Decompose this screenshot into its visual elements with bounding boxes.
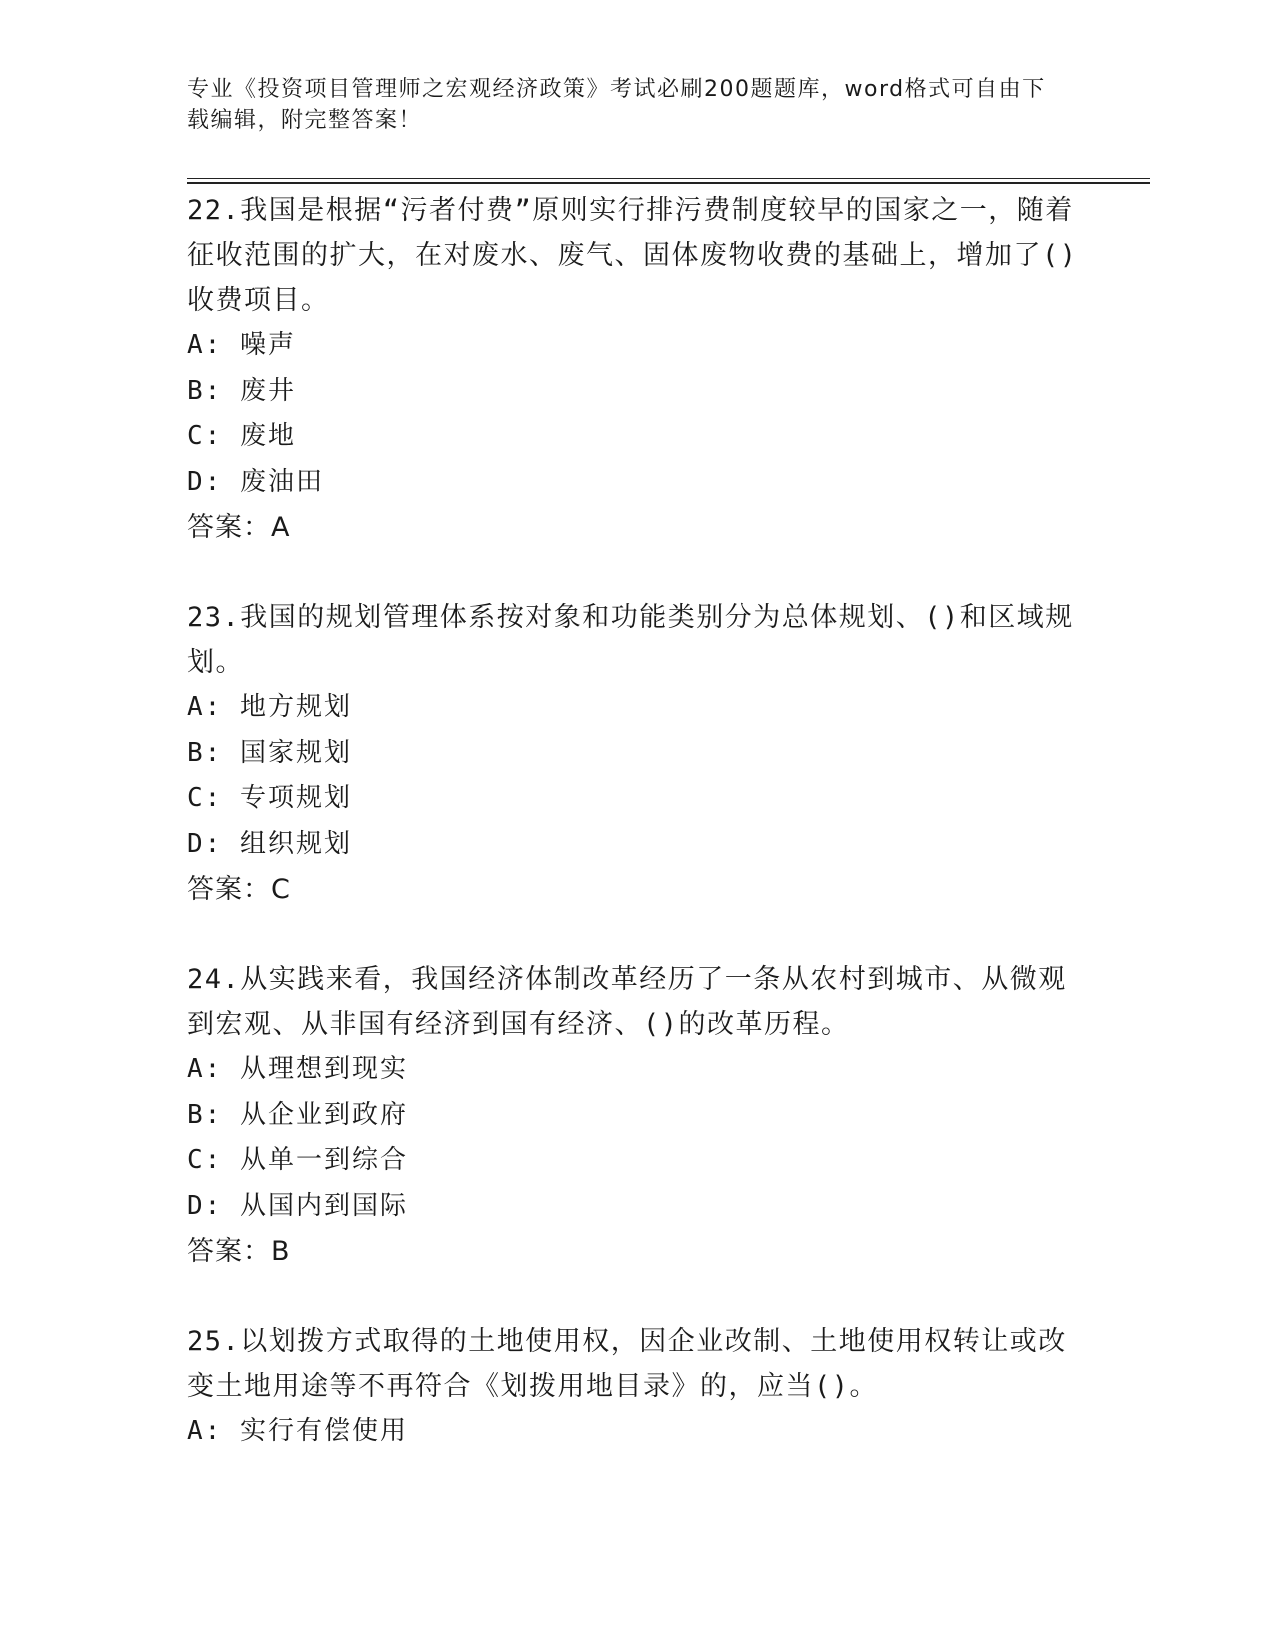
question-list (187, 188, 1087, 1499)
option-d: D: 从国内到国际 (187, 1190, 408, 1221)
option-c: C: 从单一到综合 (187, 1145, 408, 1175)
question-text: 25.以划拨方式取得的土地使用权，因企业改制、土地使用权转让或改变土地用途等不再符合《划拨用地目录》的，应当()。 (187, 1326, 1067, 1402)
question-text: 24.从实践来看，我国经济体制改革经历了一条从农村到城市、从微观到宏观、从非国有经济到国有经济、()的改革历程。 (187, 964, 1067, 1040)
question-22 (187, 188, 1087, 551)
option-a: A: 噪声 (187, 330, 296, 360)
question-23 (187, 595, 1087, 913)
answer-label: 答案：C (187, 874, 291, 905)
question-24 (187, 957, 1087, 1275)
option-c: C: 专项规划 (187, 783, 352, 813)
question-25 (187, 1319, 1087, 1455)
option-b: B: 废井 (187, 375, 296, 406)
answer-label: 答案：B (187, 1236, 291, 1267)
option-a: A: 地方规划 (187, 692, 352, 722)
option-c: C: 废地 (187, 421, 296, 451)
option-a: A: 实行有偿使用 (187, 1416, 408, 1446)
header-divider-thin (187, 178, 1150, 179)
option-d: D: 组织规划 (187, 828, 352, 859)
option-d: D: 废油田 (187, 466, 324, 497)
document-header: 专业《投资项目管理师之宏观经济政策》考试必刷200题题库，word格式可自由下载编辑，附完整答案！ (187, 77, 1046, 133)
option-b: B: 国家规划 (187, 737, 352, 768)
answer-label: 答案：A (187, 512, 291, 543)
option-b: B: 从企业到政府 (187, 1099, 408, 1130)
header-divider-thick (187, 182, 1150, 184)
question-text: 22.我国是根据“污者付费”原则实行排污费制度较早的国家之一，随着征收范围的扩大，在对废水、废气、固体废物收费的基础上，增加了()收费项目。 (187, 195, 1078, 316)
question-text: 23.我国的规划管理体系按对象和功能类别分为总体规划、()和区域规划。 (187, 602, 1074, 678)
option-a: A: 从理想到现实 (187, 1054, 408, 1084)
